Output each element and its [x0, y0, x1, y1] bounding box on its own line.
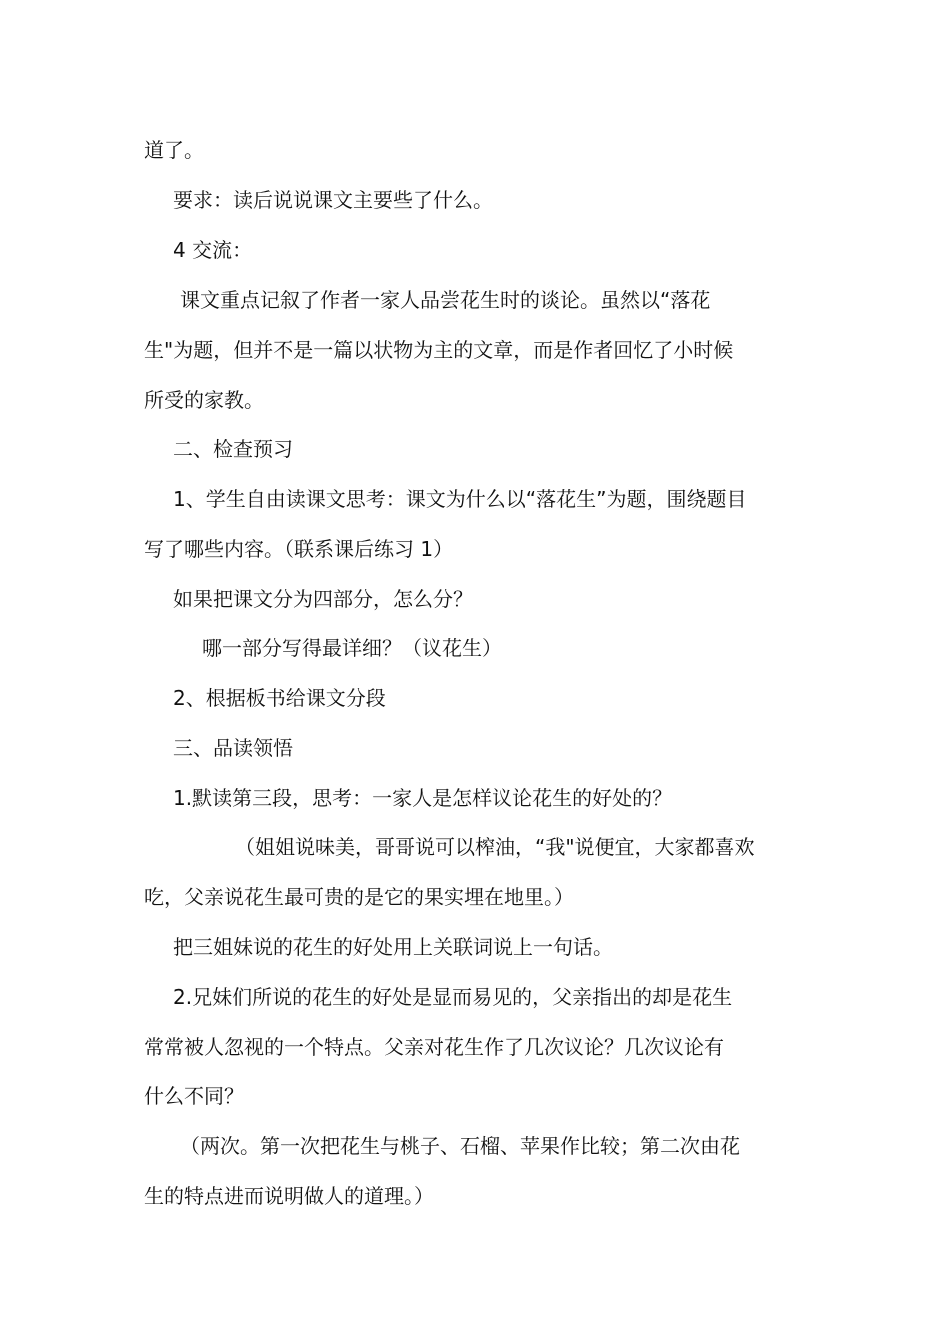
text-line-11: 哪一部分写得最详细？（议花生）	[202, 636, 502, 660]
section-heading-2: 二、检查预习	[173, 437, 293, 461]
text-line-3: 4 交流：	[173, 238, 253, 262]
text-line-1: 道了。	[144, 138, 204, 162]
text-line-10: 如果把课文分为四部分，怎么分？	[173, 587, 473, 611]
text-line-21: （两次。第一次把花生与桃子、石榴、苹果作比较；第二次由花	[180, 1134, 740, 1158]
text-line-9: 写了哪些内容。（联系课后练习 1）	[144, 537, 454, 561]
text-line-19: 常常被人忽视的一个特点。父亲对花生作了几次议论？几次议论有	[144, 1035, 724, 1059]
text-line-22: 生的特点进而说明做人的道理。）	[144, 1184, 434, 1208]
text-line-2: 要求：读后说说课文主要些了什么。	[173, 188, 493, 212]
text-line-6: 所受的家教。	[144, 388, 264, 412]
text-line-16: 吃，父亲说花生最可贵的是它的果实埋在地里。）	[144, 885, 574, 909]
text-line-18: 2.兄妹们所说的花生的好处是显而易见的，父亲指出的却是花生	[173, 985, 733, 1009]
text-line-15: （姐姐说味美，哥哥说可以榨油，“我"说便宜，大家都喜欢	[235, 835, 755, 859]
text-line-8: 1、学生自由读课文思考：课文为什么以“落花生”为题，围绕题目	[173, 487, 747, 511]
text-line-4: 课文重点记叙了作者一家人品尝花生时的谈论。虽然以“落花	[180, 288, 711, 312]
text-line-12: 2、根据板书给课文分段	[173, 686, 386, 710]
section-heading-3: 三、品读领悟	[173, 736, 293, 760]
text-line-5: 生"为题，但并不是一篇以状物为主的文章，而是作者回忆了小时候	[144, 338, 734, 362]
text-line-14: 1.默读第三段，思考：一家人是怎样议论花生的好处的？	[173, 786, 673, 810]
text-line-20: 什么不同？	[144, 1084, 244, 1108]
text-line-17: 把三姐妹说的花生的好处用上关联词说上一句话。	[173, 935, 613, 959]
